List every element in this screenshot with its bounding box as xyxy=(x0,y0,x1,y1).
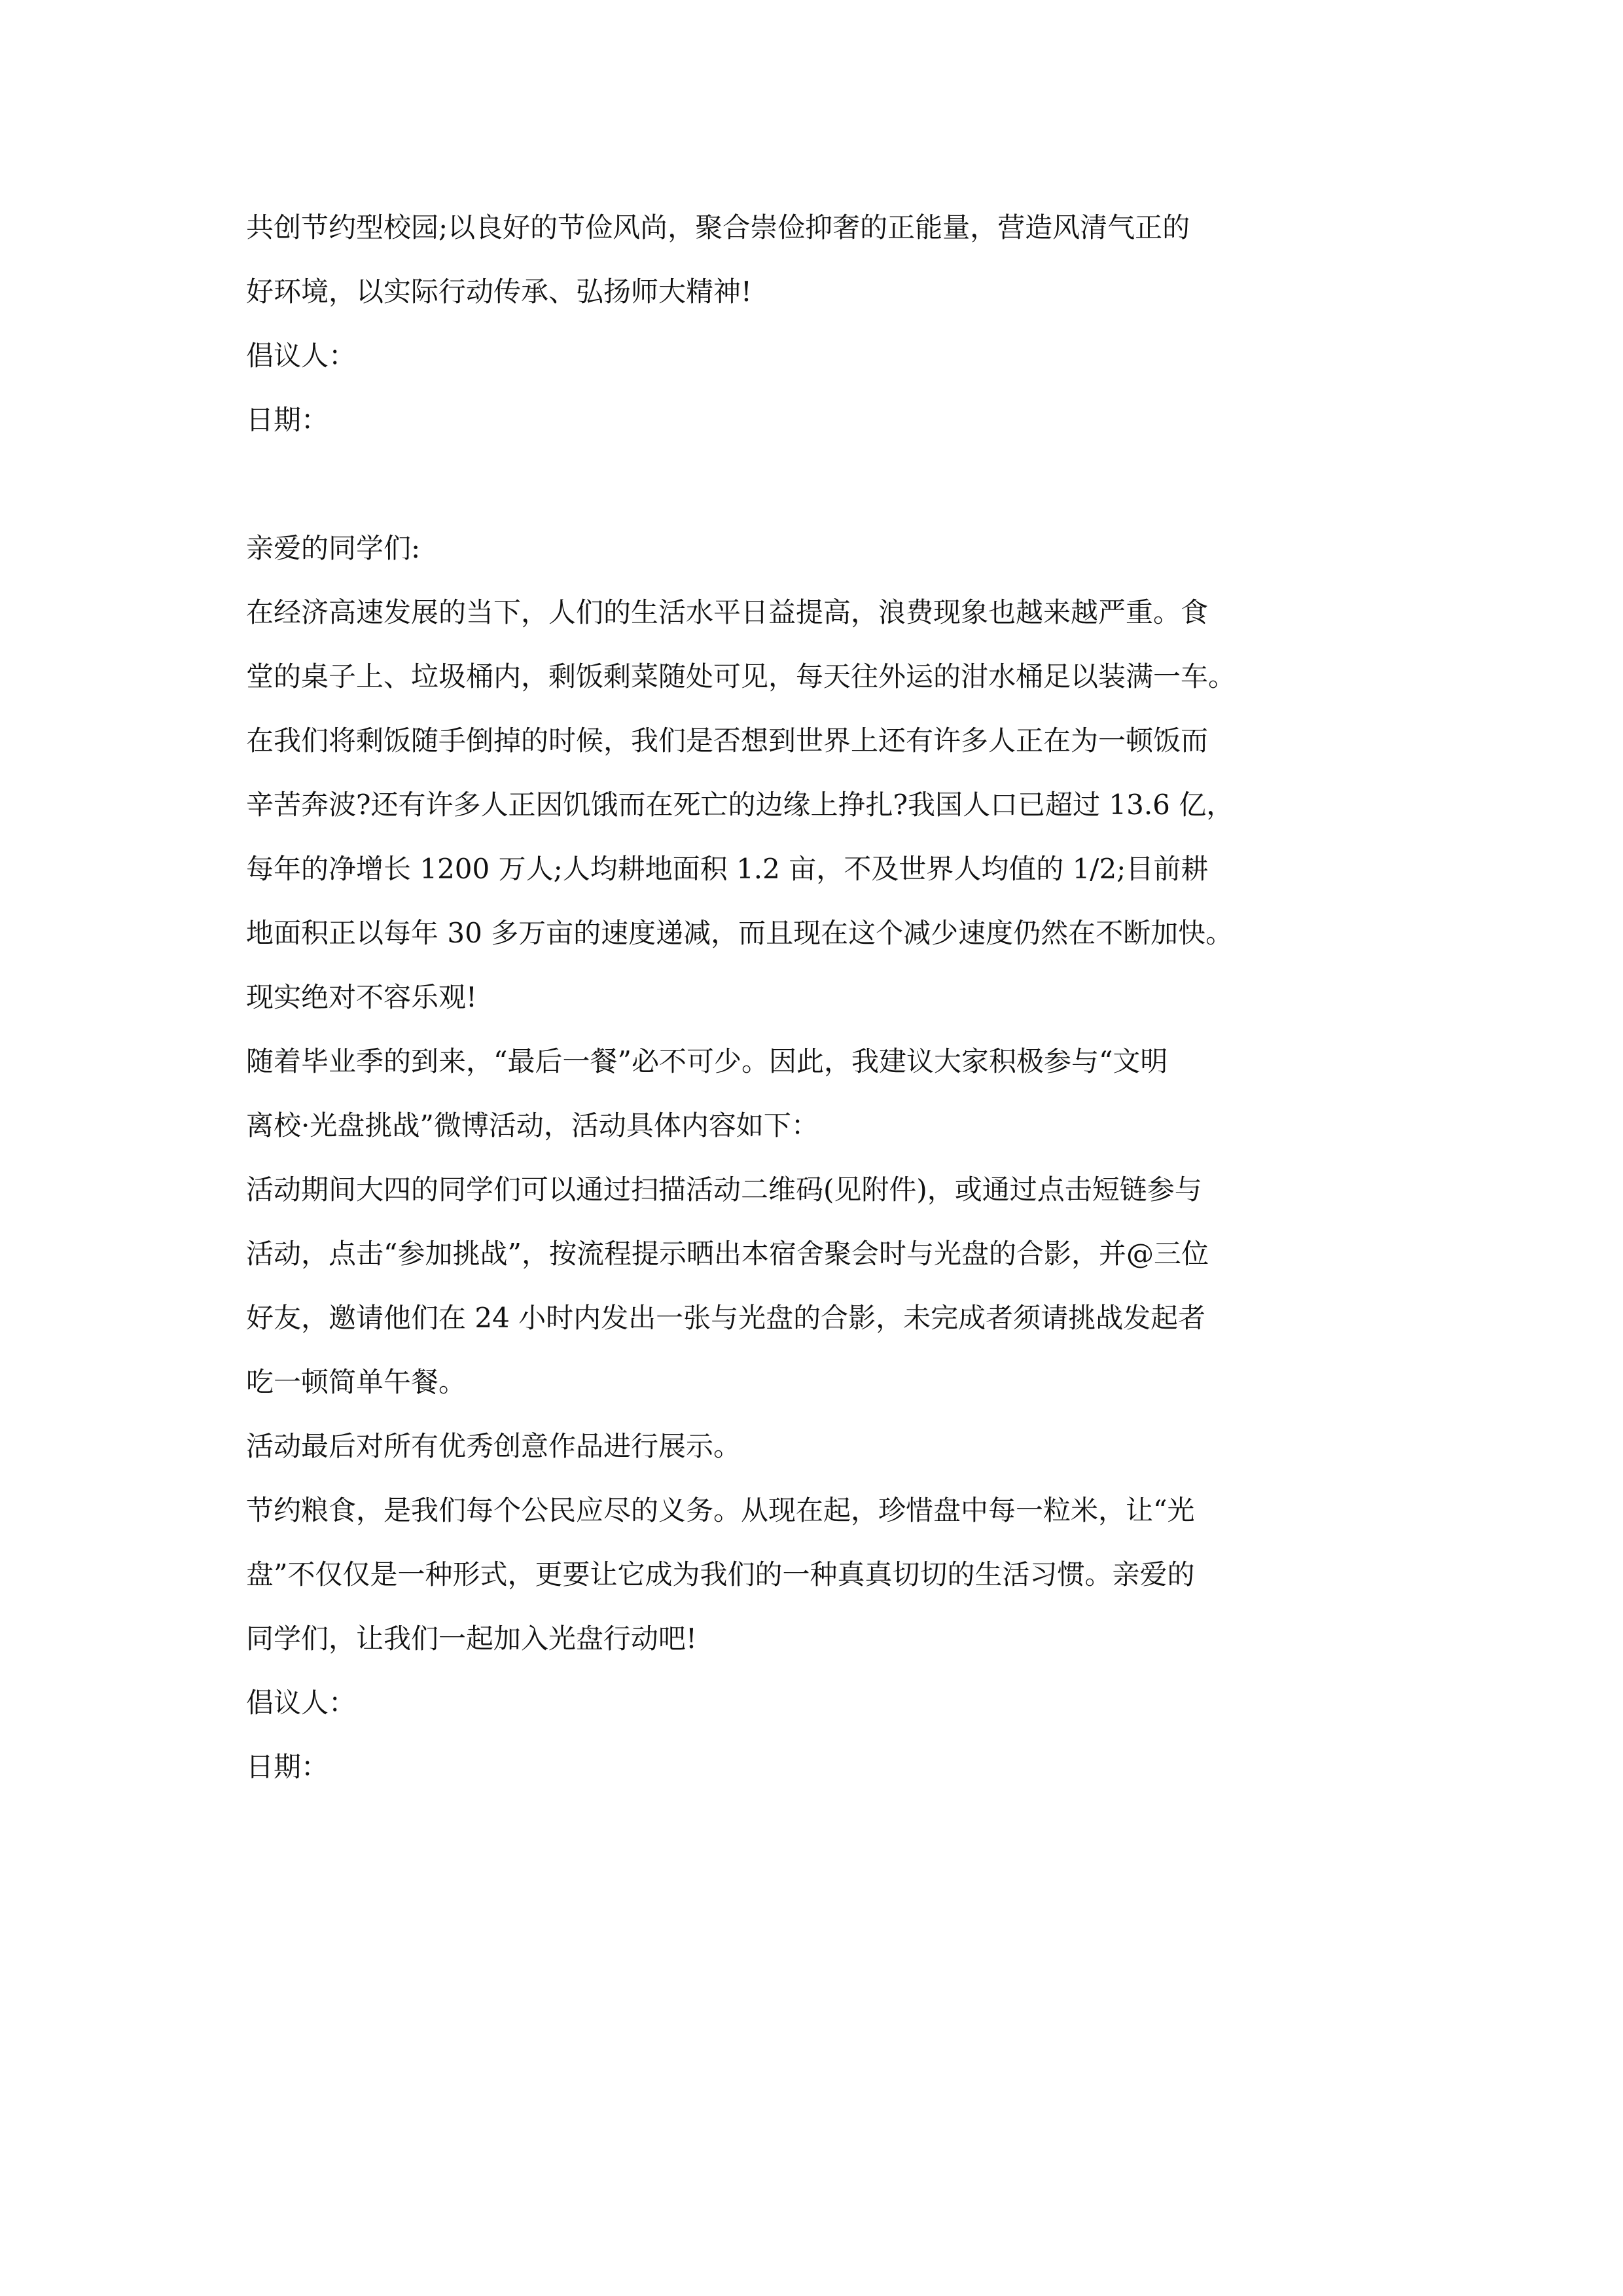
paragraph-line: 好友，邀请他们在 24 小时内发出一张与光盘的合影，未完成者须请挑战发起者 xyxy=(246,1302,1206,1334)
paragraph-line: 随着毕业季的到来，“最后一餐”必不可少。因此，我建议大家积极参与“文明 xyxy=(246,1045,1168,1077)
paragraph-line: 在经济高速发展的当下，人们的生活水平日益提高，浪费现象也越来越严重。食 xyxy=(246,596,1209,628)
date-label: 日期： xyxy=(246,404,329,436)
signature-label: 倡议人： xyxy=(246,1687,357,1719)
paragraph-line: 活动期间大四的同学们可以通过扫描活动二维码(见附件)，或通过点击短链参与 xyxy=(246,1174,1202,1206)
paragraph-line: 堂的桌子上、垃圾桶内，剩饭剩菜随处可见，每天往外运的泔水桶足以装满一车。 xyxy=(246,660,1236,692)
paragraph-line: 活动，点击“参加挑战”，按流程提示晒出本宿舍聚会时与光盘的合影，并@三位 xyxy=(246,1238,1209,1270)
date-label: 日期： xyxy=(246,1751,329,1783)
paragraph-line: 现实绝对不容乐观! xyxy=(246,981,477,1013)
paragraph-line: 每年的净增长 1200 万人;人均耕地面积 1.2 亩，不及世界人均值的 1/2;目前耕 xyxy=(246,853,1209,885)
paragraph-line: 活动最后对所有优秀创意作品进行展示。 xyxy=(246,1430,741,1462)
salutation: 亲爱的同学们: xyxy=(246,532,421,564)
paragraph-line: 在我们将剩饭随手倒掉的时候，我们是否想到世界上还有许多人正在为一顿饭而 xyxy=(246,725,1209,757)
paragraph-line: 吃一顿简单午餐。 xyxy=(246,1366,467,1398)
paragraph-line: 同学们，让我们一起加入光盘行动吧! xyxy=(246,1623,697,1655)
paragraph-line: 好环境，以实际行动传承、弘扬师大精神! xyxy=(246,276,752,308)
paragraph-line: 离校·光盘挑战”微博活动，活动具体内容如下： xyxy=(246,1109,819,1141)
paragraph-line: 盘”不仅仅是一种形式，更要让它成为我们的一种真真切切的生活习惯。亲爱的 xyxy=(246,1558,1195,1590)
signature-label: 倡议人： xyxy=(246,340,357,372)
paragraph-line: 共创节约型校园;以良好的节俭风尚，聚合崇俭抑奢的正能量，营造风清气正的 xyxy=(246,211,1190,243)
paragraph-line: 节约粮食，是我们每个公民应尽的义务。从现在起，珍惜盘中每一粒米，让“光 xyxy=(246,1494,1195,1526)
paragraph-line: 地面积正以每年 30 多万亩的速度递减，而且现在这个减少速度仍然在不断加快。 xyxy=(246,917,1234,949)
paragraph-line: 辛苦奔波?还有许多人正因饥饿而在死亡的边缘上挣扎?我国人口已超过 13.6 亿， xyxy=(246,789,1234,821)
